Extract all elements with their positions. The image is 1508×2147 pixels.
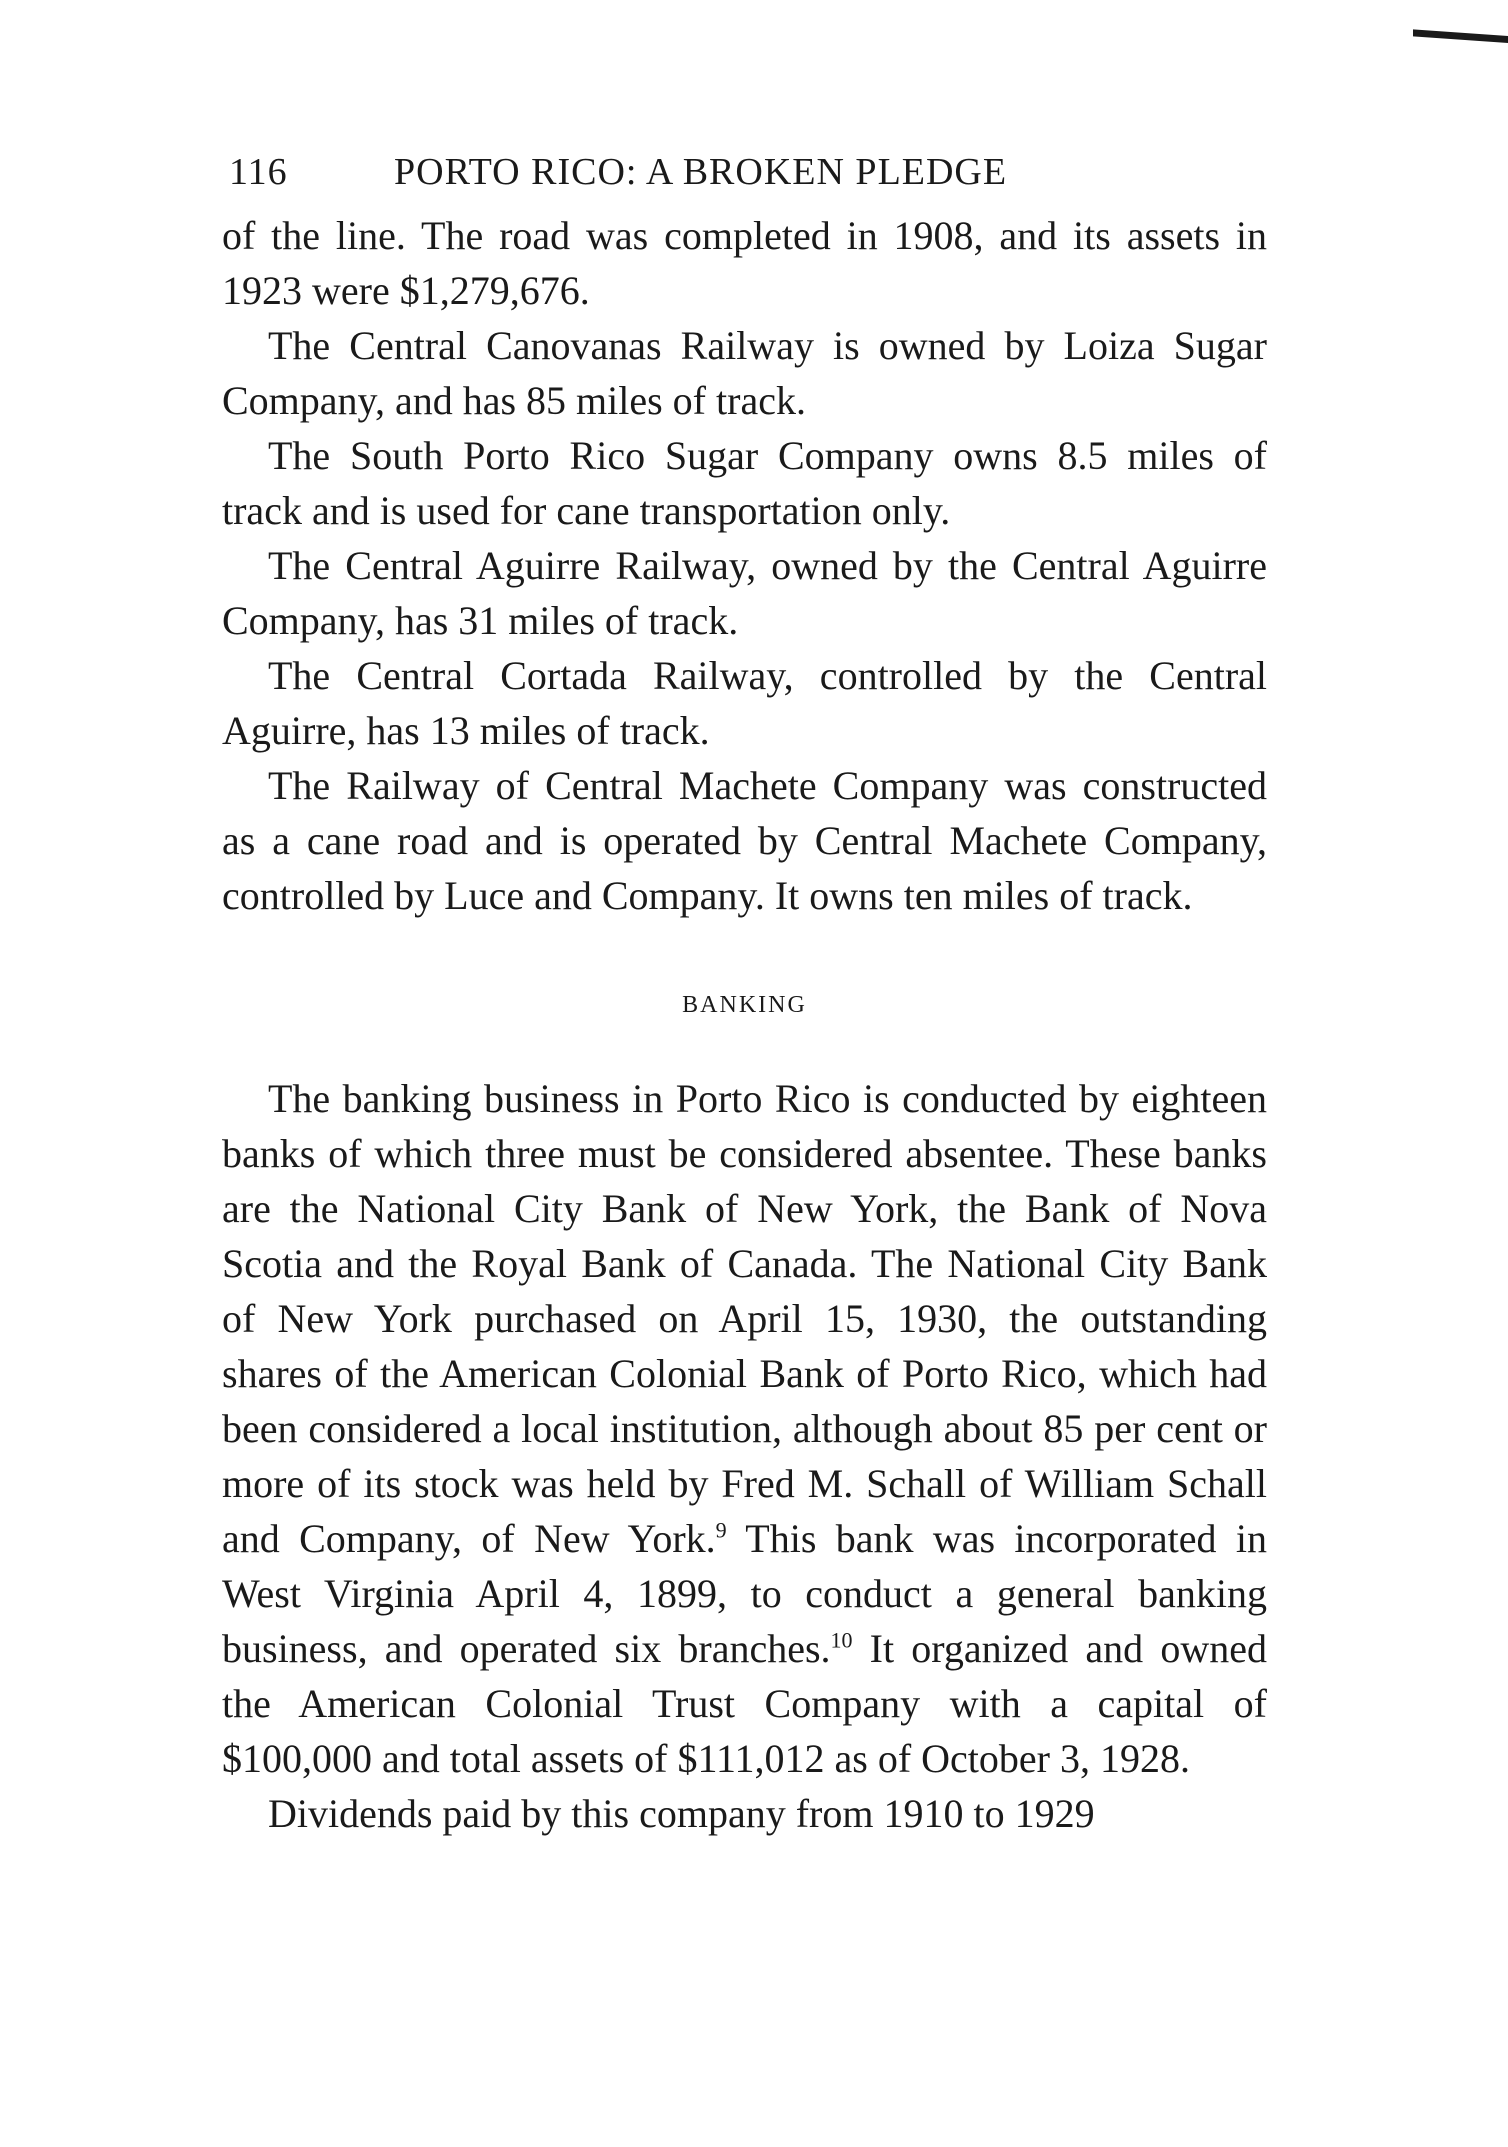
paragraph: The Central Cortada Railway, controlled by the Central Aguirre, has 13 miles of track. [222, 653, 1267, 753]
section-heading: BANKING [682, 992, 807, 1018]
running-header [229, 150, 1007, 194]
banking-text-part1: The banking business in Porto Rico is conducted by eighteen banks of which three must be considered absentee. These banks are the National City Bank of New York, the Bank of Nova Scotia and the Royal Bank of Canada. The National City Bank of New York purchased on April 15, 1930, the outstanding shares of the American Colonial Bank of Porto Rico, which had been considered a local institution, although about 85 per cent or more of its stock was held by Fred M. Schall of William Schall and Company, of New York. [222, 1076, 1267, 1561]
footnote-reference: 10 [830, 1627, 853, 1653]
banking-text-part3: It organized and owned the American Colonial Trust Company with a capital of $100,000 and total assets of $111,012 as of October 3, 1928. [222, 1626, 1267, 1781]
paragraph: The South Porto Rico Sugar Company owns 8.5 miles of track and is used for cane transportation only. [222, 433, 1267, 533]
paragraph-banking [222, 1071, 1267, 1786]
paragraph: Dividends paid by this company from 1910 to 1929 [268, 1791, 1095, 1836]
page-number: 116 [229, 151, 288, 193]
running-title: PORTO RICO: A BROKEN PLEDGE [394, 151, 1008, 193]
scan-edge-mark [1413, 29, 1508, 43]
paragraph: The Central Canovanas Railway is owned by Loiza Sugar Company, and has 85 miles of track. [222, 323, 1267, 423]
paragraph: The Central Aguirre Railway, owned by the Central Aguirre Company, has 31 miles of track. [222, 543, 1267, 643]
paragraph: of the line. The road was completed in 1908, and its assets in 1923 were $1,279,676. [222, 213, 1267, 313]
paragraph: The Railway of Central Machete Company was constructed as a cane road and is operated by Central Machete Company, controlled by Luce and Company. It owns ten miles of track. [222, 763, 1267, 918]
footnote-reference: 9 [715, 1517, 727, 1543]
body-text [222, 208, 1267, 1841]
banking-text-part2: This bank was incorporated in West Virginia April 4, 1899, to conduct a general banking business, and operated six branches. [222, 1516, 1268, 1671]
